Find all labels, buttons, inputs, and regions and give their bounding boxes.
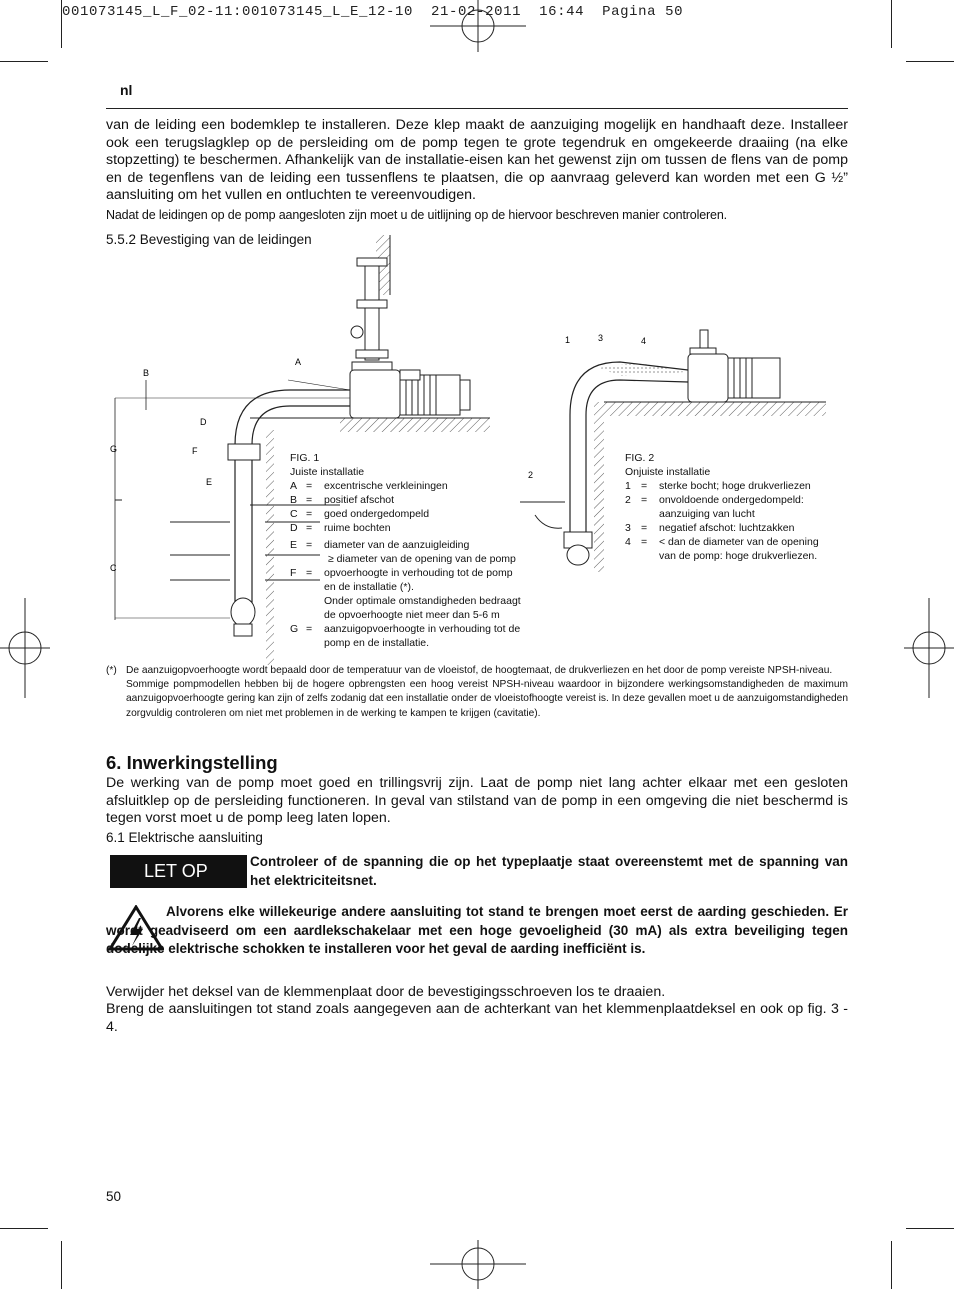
footnote-mark: (*): [106, 665, 117, 676]
svg-text:D: D: [200, 417, 207, 427]
legend-row: A = excentrische verkleiningen: [290, 480, 448, 492]
let-op-text: Controleer of de spanning die op het typeplaatje staat overeenstemt met de spanning van het elektriciteitsnet.: [250, 854, 848, 888]
svg-text:3: 3: [598, 333, 604, 343]
let-op-label: LET OP: [110, 855, 247, 888]
legend-row-cont: aanzuiging van lucht: [659, 508, 755, 520]
svg-text:G: G: [110, 444, 118, 454]
svg-text:A: A: [295, 357, 302, 367]
cover-removal-text: Verwijder het deksel van de klemmenplaat door de bevestigingsschroeven los te draaien.: [106, 984, 666, 1000]
registration-mark-left: [0, 598, 50, 698]
legend-row-cont: ≥ diameter van de opening van de pomp: [328, 553, 516, 565]
fig2-subtitle: Onjuiste installatie: [625, 466, 711, 478]
legend-row: F = opvoerhoogte in verhouding tot de pomp: [290, 567, 513, 579]
legend-row: B = positief afschot: [290, 494, 395, 506]
legend-row-cont: pomp en de installatie.: [324, 637, 430, 649]
fig1-subtitle: Juiste installatie: [290, 466, 365, 478]
svg-text:4: 4: [641, 336, 647, 346]
footnote: [106, 664, 848, 721]
crop-mark: [891, 0, 892, 48]
legend-row: D = ruime bochten: [290, 522, 391, 534]
header-rule: [106, 108, 848, 109]
legend-row: C = goed ondergedompeld: [290, 508, 430, 520]
fig2-title: FIG. 2: [625, 452, 655, 464]
grounding-warning: Alvorens elke willekeurige andere aansluiting tot stand te brengen moet eerst de aarding geschieden. Er wordt geadviseerd om een aardlekschakelaar met een hoge gevoeligheid (30 mA) als extra beveiliging tegen dodelijke elektrische schokken te installeren voor het geval de aarding inefficiënt is.: [106, 904, 848, 956]
svg-text:1: 1: [565, 335, 571, 345]
section-6-body: De werking van de pomp moet goed en trillingsvrij zijn. Laat de pomp niet lang achter elkaar met een gesloten afsluitklep op de persleiding functioneren. In geval van stilstand van de pomp in een omgeving die niet beschermd is tegen vorst moet u de pomp leeg laten lopen.: [106, 775, 848, 827]
legend-row: 4 = < dan de diameter van de opening: [625, 536, 819, 548]
legend-row-cont: van de pomp: hoge drukverliezen.: [659, 550, 818, 562]
fig2-legend: [625, 451, 850, 563]
section-6-heading: 6. Inwerkingstelling: [106, 752, 278, 773]
language-tag: nl: [120, 82, 133, 98]
svg-text:E: E: [206, 477, 213, 487]
section-5-5-2-heading: 5.5.2 Bevestiging van de leidingen: [106, 232, 312, 247]
crop-mark: [906, 61, 954, 62]
print-header: 001073145_L_F_02-11:001073145_L_E_12-10 21-02-2011 16:44 Pagina 50: [62, 4, 684, 20]
svg-text:C: C: [110, 563, 117, 573]
crop-mark: [0, 1228, 48, 1229]
connection-text: Breng de aansluitingen tot stand zoals aangegeven aan de achterkant van het klemmenplaatdeksel en ook op fig. 3 - 4.: [106, 1001, 848, 1035]
crop-mark: [61, 0, 62, 48]
fig1-legend: [290, 451, 560, 650]
legend-row: 2 = onvoldoende ondergedompeld:: [625, 494, 804, 506]
intro-paragraph: van de leiding een bodemklep te installeren. Deze klep maakt de aanzuiging mogelijk en handhaaft deze. Installeer ook een terugslagklep op de persleiding om de pomp tegen te grote tegendruk en omgekeerde draaiing (na elke stopzetting) te beschermen. Afhankelijk van de installatie-eisen kan het gewenst zijn om tussen de flens van de pomp en de tegenflens van de leiding een tussenflens te plaatsen, die op aanvraag geleverd kan worden met een G ½” aansluiting om het vullen en ontluchten te vereenvoudigen.: [106, 117, 848, 204]
svg-text:F: F: [192, 446, 198, 456]
registration-mark-right: [904, 598, 954, 698]
svg-text:B: B: [143, 368, 150, 378]
page-number: 50: [106, 1189, 122, 1204]
legend-row: E = diameter van de aanzuigleiding: [290, 539, 470, 551]
crop-mark: [906, 1228, 954, 1229]
legend-row: 3 = negatief afschot: luchtzakken: [625, 522, 795, 534]
legend-row: 1 = sterke bocht; hoge drukverliezen: [625, 480, 811, 492]
footnote-line2: Sommige pompmodellen hebben bij de hogere opbrengsten een hoog vereist NPSH-niveau waardoor in bijzondere werkingsomstandigheden de maximum aanzuigopvoerhoogte gering kan zijn of zelfs zodanig dat een installatie onder de vloeistofhoogte vereist is. In deze gevallen moet u de aanzuigomstandigheden zorgvuldig controleren om niet met problemen in de werking te kampen te krijgen (cavitatie).: [126, 679, 848, 719]
svg-text:2: 2: [528, 470, 534, 480]
registration-mark-bottom: [430, 1240, 526, 1289]
legend-row-cont: Onder optimale omstandigheden bedraagt: [324, 595, 521, 607]
legend-row-cont: de opvoerhoogte niet meer dan 5-6 m: [324, 609, 500, 621]
crop-mark: [61, 1241, 62, 1289]
legend-row-cont: en de installatie (*).: [324, 581, 414, 593]
footnote-line1: De aanzuigopvoerhoogte wordt bepaald door de temperatuur van de vloeistof, de hoogtemaat, de drukverliezen en het door de pomp vereiste NPSH-niveau.: [126, 665, 833, 676]
crop-mark: [0, 61, 48, 62]
fig1-title: FIG. 1: [290, 452, 320, 464]
section-6-1-heading: 6.1 Elektrische aansluiting: [106, 830, 263, 845]
crop-mark: [891, 1241, 892, 1289]
legend-row: G = aanzuigopvoerhoogte in verhouding tot de: [290, 623, 521, 635]
alignment-note: Nadat de leidingen op de pomp aangesloten zijn moet u de uitlijning op de hiervoor beschreven manier controleren.: [106, 208, 727, 222]
registration-mark-top: [430, 0, 526, 52]
